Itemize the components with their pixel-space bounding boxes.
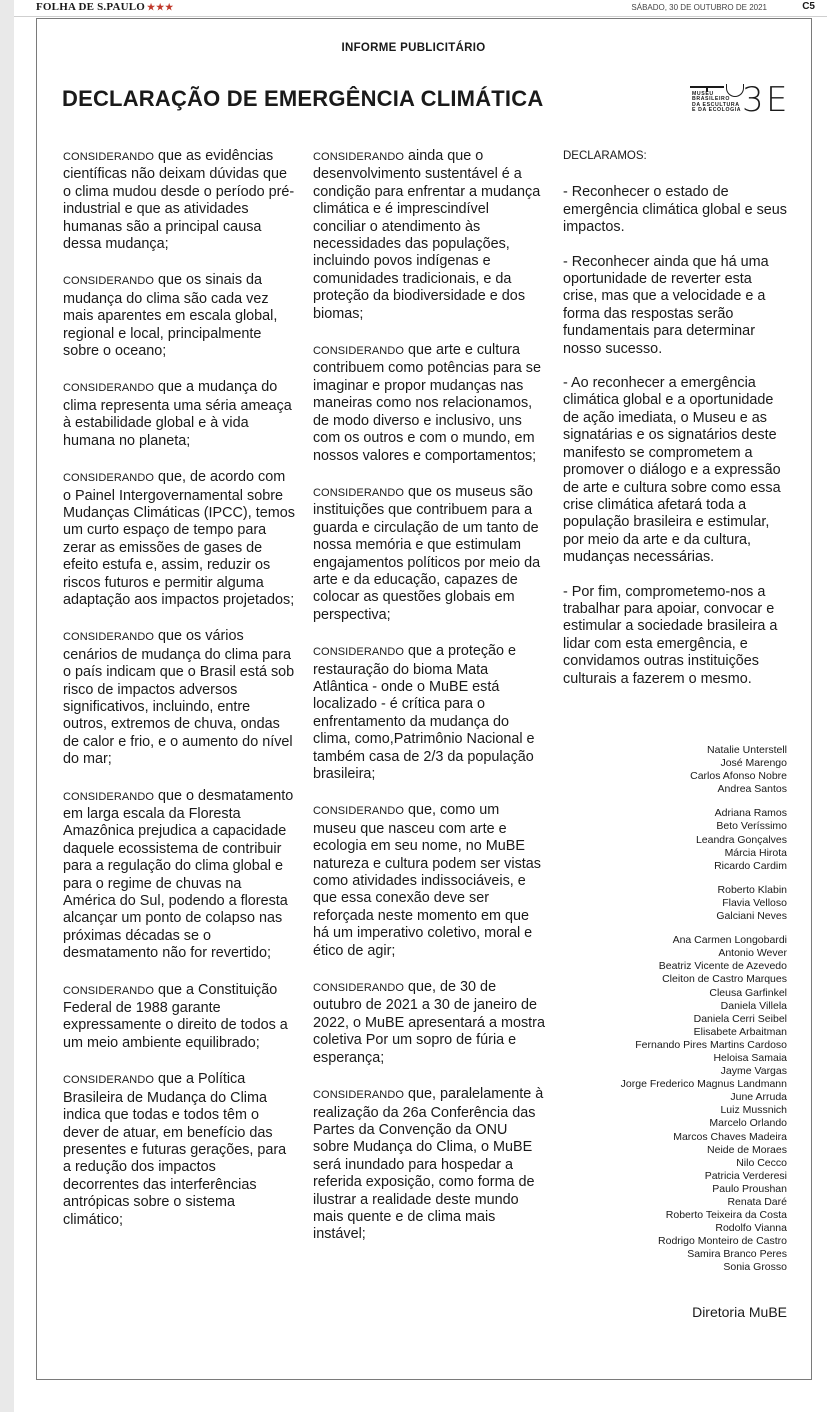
considerando-paragraph — [63, 628, 295, 768]
declaration-item: - Reconhecer o estado de emergência climática global e seus impactos. — [563, 184, 787, 236]
considerando-paragraph — [63, 788, 295, 963]
masthead-name: FOLHA DE S.PAULO — [36, 1, 146, 13]
paragraph-text: que as evidências científicas não deixam dúvidas que o clima mudou desde o período pré-industrial e que as atividades humanas são a principal causa dessa mudança; — [63, 148, 295, 253]
signatory-name: Antonio Wever — [718, 947, 787, 960]
considerando-paragraph — [63, 1071, 295, 1229]
declaration-item: - Reconhecer ainda que há uma oportunidade de reverter esta crise, mas que a velocidade e a forma das respostas serão fundamentais para determinar nosso sucesso. — [563, 253, 769, 357]
signatory-name: Samira Branco Peres — [687, 1248, 787, 1261]
signatory-name: Paulo Proushan — [712, 1182, 787, 1195]
page-title: DECLARAÇÃO DE EMERGÊNCIA CLIMÁTICA — [62, 86, 544, 111]
signature-group — [621, 884, 787, 923]
signatory-name: Adriana Ramos — [714, 807, 787, 820]
considerando-paragraph — [63, 469, 295, 609]
declaramos-heading: DECLARAMOS: — [563, 150, 647, 162]
column-2 — [313, 148, 545, 1263]
signatory-name: José Marengo — [720, 757, 787, 770]
newspaper-header — [14, 0, 827, 17]
signatory-name: Neide de Moraes — [707, 1143, 787, 1156]
logo-line: DA ESCULTURA — [692, 101, 740, 108]
signatory-name: Elisabete Arbaitman — [693, 1025, 787, 1038]
signatory-name: Ricardo Cardim — [714, 859, 787, 872]
signatory-name: Renata Daré — [727, 1196, 787, 1208]
considerando-paragraph — [63, 982, 295, 1053]
considerando-paragraph — [313, 979, 545, 1067]
considerando-keyword: CONSIDERANDO — [313, 982, 405, 995]
logo-line: BRASILEIRO — [692, 96, 730, 103]
column-3 — [563, 148, 788, 705]
signatory-name: Beatriz Vicente de Azevedo — [658, 960, 787, 973]
signatory-name: Roberto Teixeira da Costa — [665, 1209, 787, 1222]
considerando-keyword: CONSIDERANDO — [63, 631, 155, 644]
declaration-item: - Ao reconhecer a emergência climática global e a oportunidade de ação imediata, o Museu e as signatárias e os signatários deste manifesto se comprometem a promover o diálogo e a expressão de arte e cultura sobre como essa crise climática afetará toda a população brasileira e estimular, por meio da arte e da cultura, mudanças necessárias. — [563, 375, 781, 566]
signatory-name: Nilo Cecco — [736, 1156, 787, 1169]
logo-line: MUSEU — [692, 91, 714, 97]
considerando-paragraph — [313, 484, 545, 624]
paragraph-text: que, paralelamente à realização da 26a Conferência das Partes da Convenção da ONU sobre Mudança do Clima, o MuBE será inundado para hospedar a referida exposição, como forma de ilustrar a realidade deste mundo mais quente e de clima mais instável; — [313, 1086, 544, 1243]
signatory-name: Roberto Klabin — [717, 883, 787, 896]
signatory-name: Marcelo Orlando — [709, 1117, 787, 1130]
considerando-paragraph — [313, 342, 545, 465]
considerando-keyword: CONSIDERANDO — [63, 275, 155, 288]
signatory-name: Patricia Verderesi — [704, 1169, 787, 1182]
considerando-paragraph — [63, 148, 295, 253]
signatory-name: Galciani Neves — [716, 910, 787, 923]
signatory-name: Luiz Mussnich — [720, 1104, 787, 1117]
paragraph-text: que, de 30 de outubro de 2021 a 30 de janeiro de 2022, o MuBE apresentará a mostra coletiva Por um sopro de fúria e esperança; — [313, 979, 545, 1066]
signatory-name: Rodrigo Monteiro de Castro — [658, 1235, 787, 1248]
paragraph-text: que a Política Brasileira de Mudança do Clima indica que todas e todos têm o dever de atuar, em benefício das presentes e futuras gerações, para a redução dos impactos decorrentes das interferências antrópicas sobre o sistema climático; — [63, 1071, 287, 1228]
considerando-keyword: CONSIDERANDO — [63, 1074, 155, 1087]
signatory-name: Márcia Hirota — [724, 846, 787, 859]
signature-group — [621, 807, 787, 872]
signatory-name: Daniela Villela — [720, 999, 787, 1012]
signatory-name: Marcos Chaves Madeira — [673, 1130, 787, 1143]
signature-group — [621, 744, 787, 796]
newspaper-masthead — [36, 1, 174, 13]
signatory-name: Natalie Unterstell — [707, 744, 787, 756]
declaration-item: - Por fim, comprometemo-nos a trabalhar para apoiar, convocar e estimular a sociedade brasileira a lidar com esta emergência, e convidamos outras instituições culturais a fazerem o mesmo. — [563, 583, 778, 687]
paragraph-text: que os sinais da mudança do clima são cada vez mais aparentes em escala global, regional e local, principalmente sobre o oceano; — [63, 272, 278, 360]
considerando-keyword: CONSIDERANDO — [63, 790, 155, 803]
signatory-name: Beto Veríssimo — [716, 820, 787, 833]
edition-date: SÁBADO, 30 DE OUTUBRO DE 2021 — [631, 3, 767, 12]
signatures-list — [621, 744, 787, 1286]
signatory-name: Daniela Cerri Seibel — [693, 1012, 787, 1025]
signatory-name: Ana Carmen Longobardi — [672, 934, 787, 947]
paragraph-text: que a proteção e restauração do bioma Mata Atlântica - onde o MuBE está localizado - é crítica para o enfrentamento da mudança do clima, como,Patrimônio Nacional e também casa de 2/3 da população brasileira; — [313, 643, 535, 782]
considerando-keyword: CONSIDERANDO — [313, 486, 405, 499]
paragraph-text: que o desmatamento em larga escala da Floresta Amazônica prejudica a capacidade daquele ecossistema de contribuir para a regulação do clima global e para o regime de chuvas na América do Sul, podendo a floresta alcançar um ponto de colapso nas próximas décadas se o desmatamento não for revertido; — [63, 787, 294, 962]
paragraph-text: que, como um museu que nasceu com arte e ecologia em seu nome, no MuBE natureza e cultura podem ser vistas como atividades indissociáveis, e que essa conexão deve ser reforçada neste momento em que há um imperativo coletivo, moral e ético de agir; — [313, 802, 541, 959]
considerando-paragraph — [313, 802, 545, 960]
considerando-keyword: CONSIDERANDO — [313, 805, 405, 818]
considerando-keyword: CONSIDERANDO — [313, 345, 405, 358]
paragraph-text: que, de acordo com o Painel Intergovernamental sobre Mudanças Climáticas (IPCC), temos um curto espaço de tempo para zerar as emissões de gases de efeito estufa e, assim, reduzir os riscos futuros e permitir alguma adaptação aos impactos projetados; — [63, 469, 295, 608]
considerando-paragraph — [313, 643, 545, 783]
signatory-name: Leandra Gonçalves — [695, 833, 787, 846]
considerando-keyword: CONSIDERANDO — [313, 646, 405, 659]
paragraph-text: que arte e cultura contribuem como potências para se imaginar e propor mudanças nas maneiras como nos relacionamos, de modo diverso e inclusivo, uns com os outros e com o mundo, em nossos valores e comportamentos; — [313, 342, 541, 464]
column-1 — [63, 148, 295, 1248]
section-label: INFORME PUBLICITÁRIO — [341, 42, 486, 54]
mube-logo — [690, 80, 790, 124]
paragraph-text: que os vários cenários de mudança do clima para o país indicam que o Brasil está sob risco de impactos adversos significativos, incluindo, entre outros, extremos de chuva, ondas de calor e frio, e o aumento do nível do mar; — [63, 628, 295, 768]
considerando-keyword: CONSIDERANDO — [313, 151, 405, 163]
considerando-keyword: CONSIDERANDO — [63, 984, 155, 997]
signatory-name: Flavia Velloso — [722, 896, 787, 909]
masthead-stars: ★★★ — [147, 2, 175, 12]
signatory-name: Cleusa Garfinkel — [709, 986, 787, 999]
signature-group — [621, 934, 787, 1274]
logo-text — [692, 92, 741, 114]
closing-signature: Diretoria MuBE — [692, 1304, 787, 1320]
signatory-name: June Arruda — [730, 1091, 787, 1104]
considerando-keyword: CONSIDERANDO — [63, 151, 155, 163]
signatory-name: Rodolfo Vianna — [715, 1222, 787, 1235]
paragraph-text: que os museus são instituições que contribuem para a guarda e circulação de um tanto de nossa memória e que estimulam engajamentos políticos por meio da arte e da educação, capazes de colocar as questões globais em perspectiva; — [313, 483, 541, 623]
signatory-name: Cleiton de Castro Marques — [662, 973, 787, 986]
signatory-name: Fernando Pires Martins Cardoso — [635, 1038, 787, 1051]
signatory-name: Carlos Afonso Nobre — [690, 770, 787, 783]
signatory-name: Heloisa Samaia — [713, 1051, 787, 1064]
considerando-paragraph — [313, 1086, 545, 1244]
paragraph-text: que a Constituição Federal de 1988 garante expressamente o direito de todos a um meio ambiente equilibrado; — [63, 981, 288, 1051]
paragraph-text: ainda que o desenvolvimento sustentável é a condição para enfrentar a mudança climática e é imprescindível conciliar o atendimento às necessidades das populações, incluindo povos indígenas e comunidades tradicionais, e da proteção da biodiversidade e dos biomas; — [313, 148, 541, 322]
considerando-keyword: CONSIDERANDO — [63, 382, 155, 395]
logo-line: E DA ECOLOGIA — [692, 107, 742, 114]
considerando-keyword: CONSIDERANDO — [313, 1089, 405, 1102]
signatory-name: Jorge Frederico Magnus Landmann — [620, 1078, 787, 1091]
page-number: C5 — [802, 1, 815, 12]
logo-mark-e: E — [766, 80, 788, 120]
considerando-keyword: CONSIDERANDO — [63, 472, 155, 485]
considerando-paragraph — [63, 379, 295, 450]
logo-mark-b: 3 — [742, 80, 764, 120]
signatory-name: Sonia Grosso — [723, 1261, 787, 1274]
signatory-name: Andrea Santos — [717, 783, 787, 796]
considerando-paragraph — [313, 148, 545, 323]
considerando-paragraph — [63, 272, 295, 360]
signatory-name: Jayme Vargas — [720, 1065, 787, 1078]
paragraph-text: que a mudança do clima representa uma séria ameaça à estabilidade global e à vida humana no planeta; — [63, 379, 292, 449]
